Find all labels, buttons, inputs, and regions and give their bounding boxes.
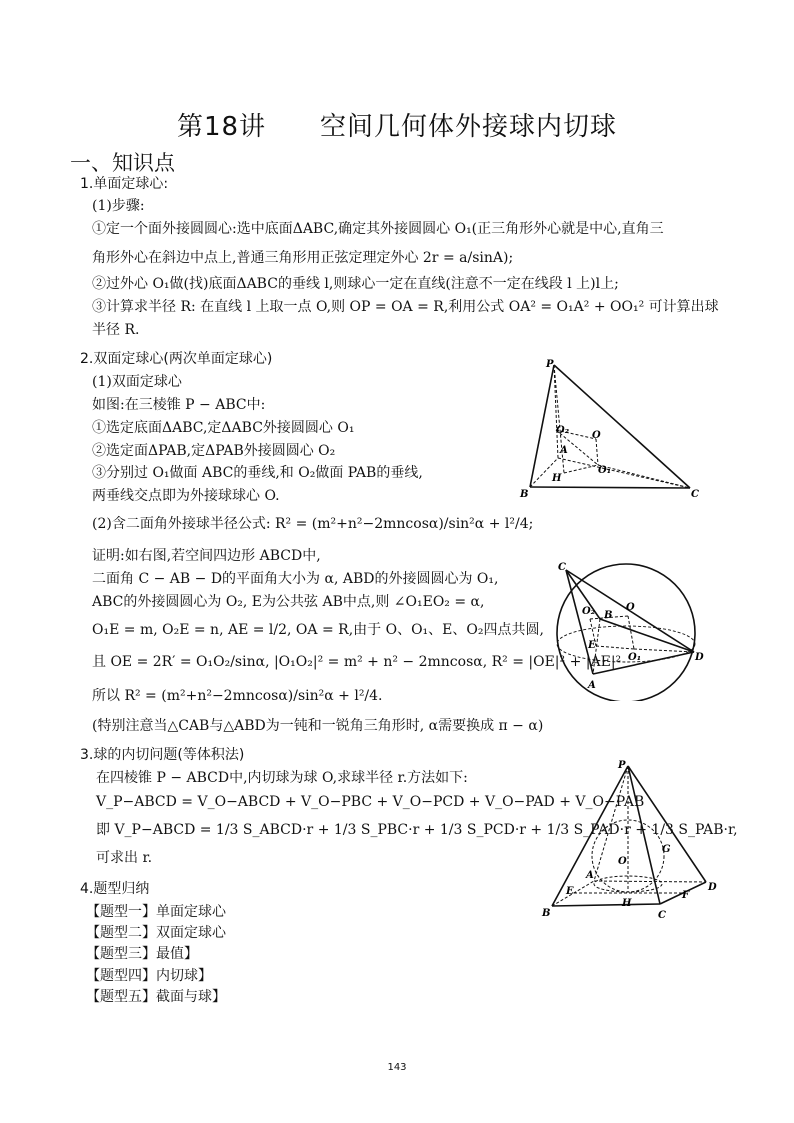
text-line: ③分别过 O₁做面 ABC的垂线,和 O₂做面 PAB的垂线, [92, 465, 423, 481]
question-type: 【题型四】内切球】 [86, 968, 212, 984]
label-O1: O₁ [598, 465, 612, 476]
label-O: O [618, 856, 627, 867]
formula-line: (2)含二面角外接球半径公式: R² = (m²+n²−2mncosα)/sin²α + l²/4; [92, 516, 534, 532]
label-P: P [546, 359, 554, 370]
label-C: C [658, 910, 666, 921]
page-number: 143 [387, 1062, 407, 1073]
formula-line: 即 V_P−ABCD = 1/3 S_ABCD·r + 1/3 S_PBC·r + 1/3 S_PCD·r + 1/3 S_PAD·r + 1/3 S_PAB·r, [96, 822, 738, 838]
question-type: 【题型五】截面与球】 [86, 989, 226, 1005]
text-line: 角形外心在斜边中点上,普通三角形用正弦定理定外心 2r = a/sinA); [92, 250, 514, 266]
text-line: (特别注意当△CAB与△ABD为一钝和一锐角三角形时, α需要换成 π − α) [92, 718, 544, 734]
label-P: P [618, 760, 626, 771]
label-O2: O₂ [556, 425, 570, 436]
label-E: E [566, 886, 574, 897]
text-line: ①定一个面外接圆圆心:选中底面ΔABC,确定其外接圆圆心 O₁(正三角形外心就是中心,直角三 [92, 221, 664, 237]
formula-line: V_P−ABCD = V_O−ABCD + V_O−PBC + V_O−PCD + V_O−PAD + V_O−PAB [96, 794, 645, 810]
text-line: 证明:如右图,若空间四边形 ABCD中, [92, 548, 321, 564]
label-O: O [626, 602, 635, 613]
sphere-figure [548, 556, 718, 701]
label-B: B [542, 908, 551, 919]
text-line: ①选定底面ΔABC,定ΔABC外接圆圆心 O₁ [92, 420, 355, 436]
label-B: B [520, 489, 529, 500]
text-line: ②选定面ΔPAB,定ΔPAB外接圆圆心 O₂ [92, 443, 336, 459]
label-G: G [662, 844, 671, 855]
item-4-heading: 4.题型归纳 [80, 881, 150, 897]
label-C: C [691, 489, 699, 500]
text-line: 半径 R. [92, 322, 140, 338]
label-B: B [604, 610, 613, 621]
label-D: D [708, 882, 717, 893]
label-H: H [552, 473, 562, 484]
label-C: C [558, 562, 566, 573]
label-H: H [622, 898, 632, 909]
page-title: 第18讲 空间几何体外接球内切球 [176, 112, 618, 142]
label-D: D [695, 652, 704, 663]
text-line: 可求出 r. [96, 850, 153, 866]
text-line: 二面角 C − AB − D的平面角大小为 α, ABD的外接圆圆心为 O₁, [92, 571, 499, 587]
label-A: A [560, 445, 568, 456]
question-type: 【题型一】单面定球心 [86, 904, 226, 920]
pyramid-figure [516, 355, 706, 505]
text-line: ③计算求半径 R: 在直线 l 上取一点 O,则 OP = OA = R,利用公式 OA² = O₁A² + OO₁² 可计算出球 [92, 299, 719, 315]
text-line: 两垂线交点即为外接球球心 O. [92, 488, 280, 504]
section-heading: 一、知识点 [70, 151, 175, 175]
label-A: A [588, 680, 596, 691]
text-line: 如图:在三棱锥 P − ABC中: [92, 397, 266, 413]
text-line: O₁E = m, O₂E = n, AE = l/2, OA = R,由于 O、O₁、E、O₂四点共圆, [92, 622, 544, 638]
text-line: 且 OE = 2R′ = O₁O₂/sinα, |O₁O₂|² = m² + n² − 2mncosα, R² = |OE|² + |AE|² [92, 654, 622, 670]
label-O2: O₂ [582, 606, 596, 617]
text-line: (1)步骤: [92, 198, 145, 214]
label-O: O [592, 430, 601, 441]
inscribed-sphere-figure [536, 756, 726, 922]
item-1-heading: 1.单面定球心: [80, 176, 169, 192]
text-line: ②过外心 O₁做(找)底面ΔABC的垂线 l,则球心一定在直线(注意不一定在线段 l 上)l上; [92, 276, 619, 292]
label-A: A [586, 870, 594, 881]
text-line: 在四棱锥 P − ABCD中,内切球为球 O,求球半径 r.方法如下: [96, 770, 468, 786]
text-line: (1)双面定球心 [92, 374, 182, 390]
label-E: E [588, 640, 596, 651]
label-F: F [682, 890, 690, 901]
formula-line: 所以 R² = (m²+n²−2mncosα)/sin²α + l²/4. [92, 688, 383, 704]
question-type: 【题型二】双面定球心 [86, 925, 226, 941]
text-line: ABC的外接圆圆心为 O₂, E为公共弦 AB中点,则 ∠O₁EO₂ = α, [92, 594, 485, 610]
item-2-heading: 2.双面定球心(两次单面定球心) [80, 351, 273, 367]
item-3-heading: 3.球的内切问题(等体积法) [80, 747, 245, 763]
question-type: 【题型三】最值】 [86, 946, 198, 962]
label-O1: O₁ [628, 652, 642, 663]
